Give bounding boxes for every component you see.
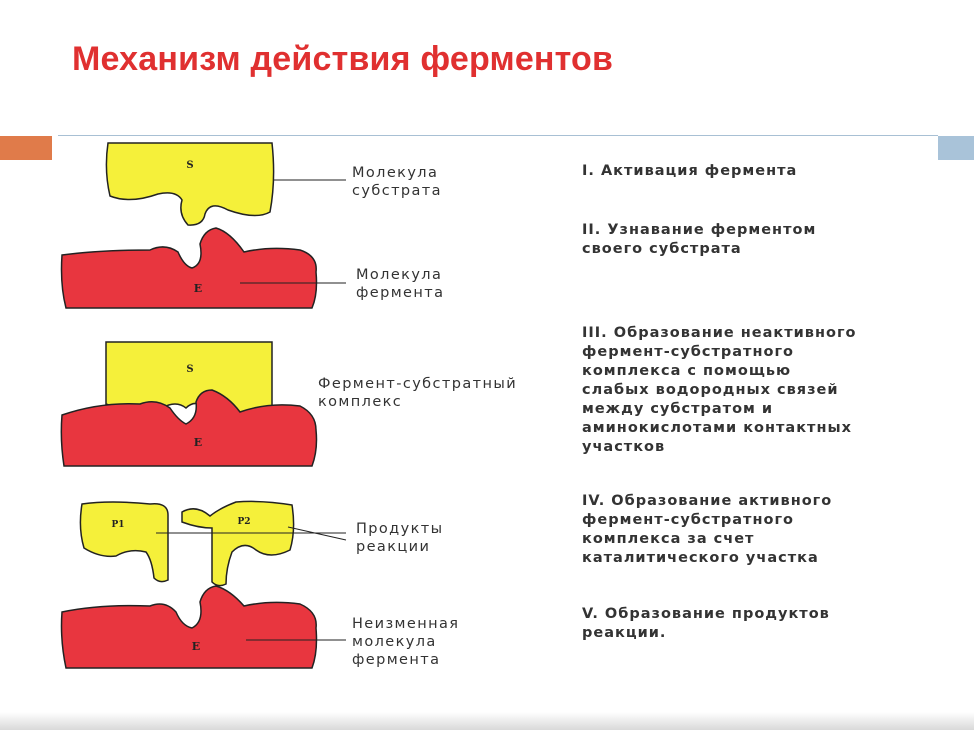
- enzyme-letter: E: [193, 282, 203, 295]
- slide-bottom-shadow: [0, 712, 974, 730]
- stage-2: II. Узнавание ферментом своего субстрата: [582, 222, 817, 257]
- stage-3: III. Образование неактивного фермент-субстратного комплекса с помощью слабых водородных связей между субстратом и аминокислотами контактных участков: [582, 325, 857, 455]
- product-1-letter: P1: [111, 520, 125, 530]
- stage-4: IV. Образование активного фермент-субстратного комплекса за счет каталитического участка: [582, 493, 833, 566]
- complex-enzyme-letter: E: [193, 436, 203, 449]
- enzyme-molecule-label: Молекула фермента: [356, 267, 445, 301]
- substrate-letter: S: [186, 160, 194, 171]
- page-title: Механизм действия ферментов: [72, 40, 614, 78]
- products-label: Продукты реакции: [356, 521, 444, 555]
- unchanged-enzyme-letter: E: [191, 640, 201, 653]
- stage-1: I. Активация фермента: [582, 163, 798, 179]
- substrate-molecule-label: Молекула субстрата: [352, 165, 442, 199]
- unchanged-enzyme-label: Неизменная молекула фермента: [352, 616, 460, 668]
- stage-5: V. Образование продуктов реакции.: [582, 606, 830, 641]
- product-2-letter: P2: [237, 517, 251, 527]
- es-complex-label: Фермент-субстратный комплекс: [318, 376, 518, 410]
- substrate-molecule-shape: [106, 143, 273, 225]
- complex-substrate-letter: S: [186, 364, 194, 375]
- product-2-shape: [182, 501, 294, 585]
- unchanged-enzyme-shape: [62, 586, 317, 668]
- product-1-shape: [80, 502, 168, 582]
- enzyme-molecule-shape: [62, 228, 317, 308]
